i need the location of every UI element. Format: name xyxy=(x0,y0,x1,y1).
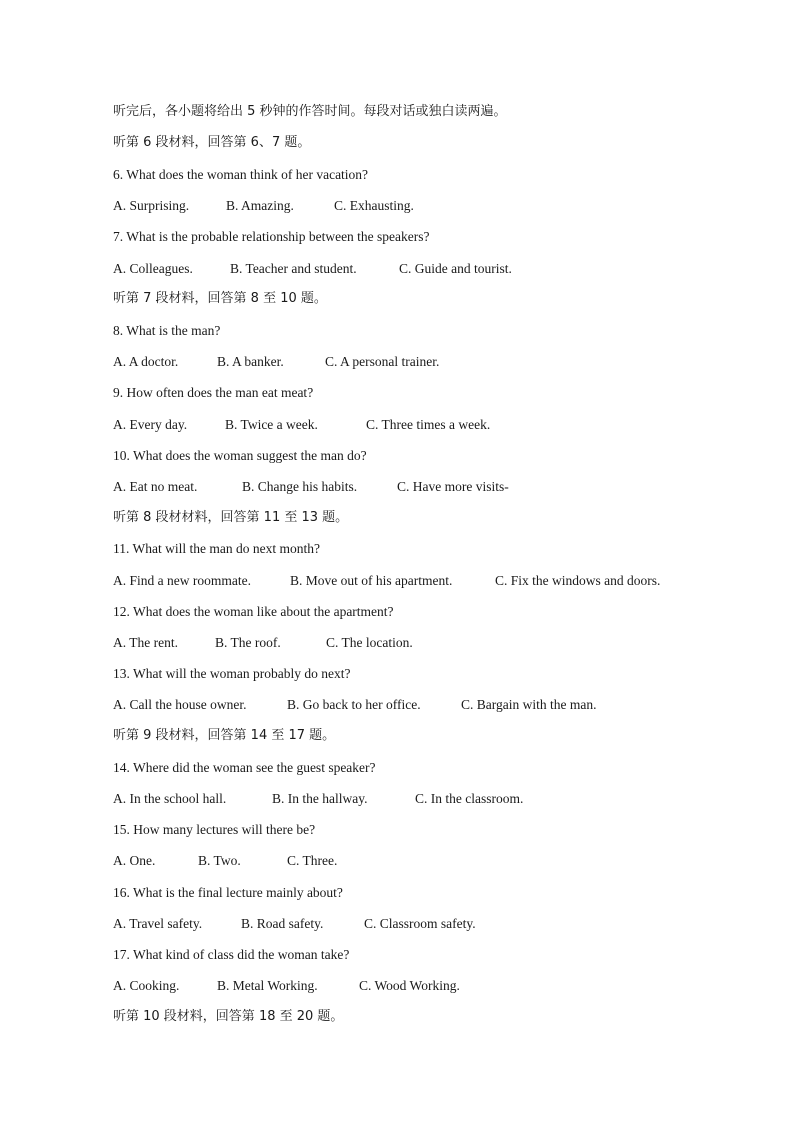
option-b: B. Two. xyxy=(198,853,241,868)
option-row xyxy=(113,478,713,496)
option-row xyxy=(113,696,713,714)
question-stem: 9. How often does the man eat meat? xyxy=(113,385,314,400)
question-stem: 11. What will the man do next month? xyxy=(113,541,320,556)
question-stem: 10. What does the woman suggest the man do? xyxy=(113,448,367,463)
option-c: C. Three times a week. xyxy=(366,417,491,432)
option-b: B. Amazing. xyxy=(226,198,294,213)
question-stem: 6. What does the woman think of her vacation? xyxy=(113,167,369,182)
option-row xyxy=(113,634,713,652)
question-stem: 17. What kind of class did the woman take? xyxy=(113,947,350,962)
option-row xyxy=(113,977,713,995)
option-c: C. In the classroom. xyxy=(415,791,524,806)
section-heading: 听第 6 段材料，回答第 6、7 题。 xyxy=(113,135,311,150)
option-c: C. Fix the windows and doors. xyxy=(495,573,661,588)
option-a: A. Surprising. xyxy=(113,198,190,213)
question-stem: 16. What is the final lecture mainly about? xyxy=(113,885,343,900)
option-b: B. Road safety. xyxy=(241,916,324,931)
option-c: C. Three. xyxy=(287,853,338,868)
option-a: A. Call the house owner. xyxy=(113,697,247,712)
option-row xyxy=(113,852,713,870)
option-row xyxy=(113,572,713,590)
option-c: C. Guide and tourist. xyxy=(399,261,512,276)
section-heading: 听第 10 段材料，回答第 18 至 20 题。 xyxy=(113,1009,344,1024)
option-c: C. Exhausting. xyxy=(334,198,414,213)
option-c: C. Have more visits- xyxy=(397,479,509,494)
option-b: B. A banker. xyxy=(217,354,284,369)
question-stem: 14. Where did the woman see the guest speaker? xyxy=(113,760,376,775)
option-a: A. Cooking. xyxy=(113,978,180,993)
option-a: A. Travel safety. xyxy=(113,916,203,931)
option-a: A. Find a new roommate. xyxy=(113,573,251,588)
option-row xyxy=(113,915,713,933)
instructions-text: 听完后，各小题将给出 5 秒钟的作答时间。每段对话或独白读两遍。 xyxy=(113,104,507,119)
option-b: B. Go back to her office. xyxy=(287,697,421,712)
option-c: C. Bargain with the man. xyxy=(461,697,597,712)
option-b: B. In the hallway. xyxy=(272,791,368,806)
option-c: C. Classroom safety. xyxy=(364,916,476,931)
option-a: A. The rent. xyxy=(113,635,178,650)
question-stem: 12. What does the woman like about the apartment? xyxy=(113,604,394,619)
option-b: B. Change his habits. xyxy=(242,479,358,494)
option-row xyxy=(113,260,713,278)
option-a: A. A doctor. xyxy=(113,354,179,369)
option-c: C. A personal trainer. xyxy=(325,354,440,369)
option-row xyxy=(113,790,713,808)
section-heading: 听第 7 段材料，回答第 8 至 10 题。 xyxy=(113,291,327,306)
question-stem: 7. What is the probable relationship between the speakers? xyxy=(113,229,430,244)
question-stem: 13. What will the woman probably do next? xyxy=(113,666,351,681)
option-a: A. Eat no meat. xyxy=(113,479,198,494)
option-row xyxy=(113,416,713,434)
question-stem: 15. How many lectures will there be? xyxy=(113,822,316,837)
option-a: A. Every day. xyxy=(113,417,188,432)
option-c: C. Wood Working. xyxy=(359,978,460,993)
option-b: B. Twice a week. xyxy=(225,417,318,432)
option-b: B. Metal Working. xyxy=(217,978,318,993)
option-b: B. Teacher and student. xyxy=(230,261,357,276)
option-c: C. The location. xyxy=(326,635,413,650)
option-b: B. Move out of his apartment. xyxy=(290,573,453,588)
option-a: A. In the school hall. xyxy=(113,791,227,806)
section-heading: 听第 9 段材料，回答第 14 至 17 题。 xyxy=(113,728,336,743)
option-row xyxy=(113,197,713,215)
option-a: A. Colleagues. xyxy=(113,261,193,276)
option-a: A. One. xyxy=(113,853,156,868)
section-heading: 听第 8 段材材料，回答第 11 至 13 题。 xyxy=(113,510,349,525)
option-row xyxy=(113,353,713,371)
option-b: B. The roof. xyxy=(215,635,281,650)
question-stem: 8. What is the man? xyxy=(113,323,221,338)
